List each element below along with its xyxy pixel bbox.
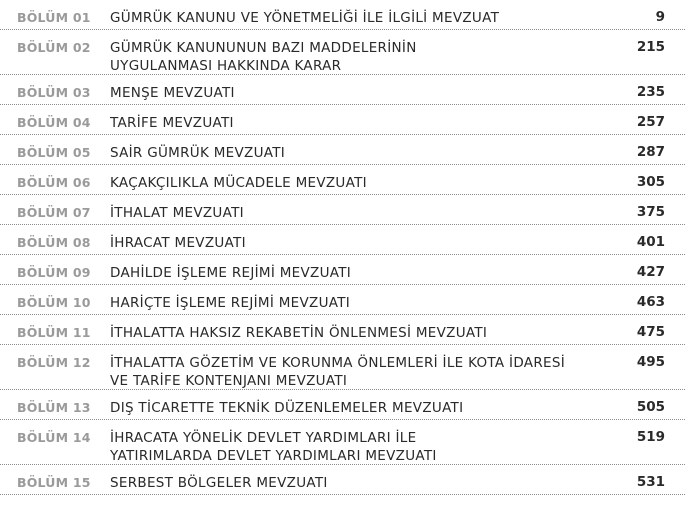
page-number: 401 xyxy=(636,234,665,250)
page-number: 531 xyxy=(636,474,665,490)
section-title-line: YATIRIMLARDA DEVLET YARDIMLARI MEVZUATI xyxy=(110,448,437,464)
toc-entry[interactable] xyxy=(0,165,685,195)
section-number: BÖLÜM 11 xyxy=(17,325,91,340)
section-title xyxy=(110,144,285,162)
section-title xyxy=(110,324,487,342)
section-number: BÖLÜM 04 xyxy=(17,115,91,130)
page-number: 463 xyxy=(636,294,665,310)
section-title-line: DIŞ TİCARETTE TEKNİK DÜZENLEMELER MEVZUATI xyxy=(110,400,464,416)
section-title xyxy=(110,354,565,390)
section-title xyxy=(110,174,367,192)
toc-entry[interactable] xyxy=(0,390,685,420)
toc-entry[interactable] xyxy=(0,345,685,390)
section-title-line: GÜMRÜK KANUNU VE YÖNETMELİĞİ İLE İLGİLİ MEVZUAT xyxy=(110,10,500,26)
toc-entry[interactable] xyxy=(0,465,685,495)
section-title-line: İHRACAT MEVZUATI xyxy=(110,235,246,251)
section-title-line: İTHALATTA GÖZETİM VE KORUNMA ÖNLEMLERİ İLE KOTA İDARESİ xyxy=(110,355,565,371)
toc-entry[interactable] xyxy=(0,255,685,285)
page-number: 305 xyxy=(636,174,665,190)
toc-entry[interactable] xyxy=(0,105,685,135)
section-title-line: MENŞE MEVZUATI xyxy=(110,85,235,101)
section-number: BÖLÜM 06 xyxy=(17,175,91,190)
section-number: BÖLÜM 12 xyxy=(17,355,91,370)
section-title-line: DAHİLDE İŞLEME REJİMİ MEVZUATI xyxy=(110,265,352,281)
section-title-line: İTHALAT MEVZUATI xyxy=(110,205,244,221)
section-number: BÖLÜM 15 xyxy=(17,475,91,490)
section-title xyxy=(110,234,246,252)
toc-entry[interactable] xyxy=(0,315,685,345)
page-number: 9 xyxy=(655,9,665,25)
section-title xyxy=(110,264,351,282)
toc-entry[interactable] xyxy=(0,420,685,465)
section-title-line: TARİFE MEVZUATI xyxy=(110,115,234,131)
toc-entry[interactable] xyxy=(0,0,685,30)
toc-entry[interactable] xyxy=(0,75,685,105)
page-number: 495 xyxy=(636,354,665,370)
section-number: BÖLÜM 05 xyxy=(17,145,91,160)
section-title-line: İTHALATTA HAKSIZ REKABETİN ÖNLENMESİ MEVZUATI xyxy=(110,325,488,341)
page-number: 287 xyxy=(636,144,665,160)
section-title xyxy=(110,429,437,465)
section-title-line: UYGULANMASI HAKKINDA KARAR xyxy=(110,58,342,74)
page-number: 257 xyxy=(636,114,665,130)
toc-entry[interactable] xyxy=(0,225,685,255)
section-title xyxy=(110,9,499,27)
section-title-line: HARİÇTE İŞLEME REJİMİ MEVZUATI xyxy=(110,295,351,311)
section-title xyxy=(110,204,244,222)
section-title xyxy=(110,39,417,75)
toc-entry[interactable] xyxy=(0,285,685,315)
section-title-line: İHRACATA YÖNELİK DEVLET YARDIMLARI İLE xyxy=(110,430,417,446)
section-number: BÖLÜM 10 xyxy=(17,295,91,310)
section-number: BÖLÜM 14 xyxy=(17,430,91,445)
page-number: 519 xyxy=(636,429,665,445)
section-number: BÖLÜM 09 xyxy=(17,265,91,280)
section-number: BÖLÜM 13 xyxy=(17,400,91,415)
toc-entry[interactable] xyxy=(0,135,685,165)
section-title-line: SERBEST BÖLGELER MEVZUATI xyxy=(110,475,328,491)
section-title-line: KAÇAKÇILIKLA MÜCADELE MEVZUATI xyxy=(110,175,367,191)
section-title xyxy=(110,114,234,132)
page-number: 235 xyxy=(636,84,665,100)
section-title-line: SAİR GÜMRÜK MEVZUATI xyxy=(110,145,286,161)
toc-entry[interactable] xyxy=(0,195,685,225)
section-title xyxy=(110,399,463,417)
section-number: BÖLÜM 01 xyxy=(17,10,91,25)
page-number: 427 xyxy=(636,264,665,280)
section-number: BÖLÜM 08 xyxy=(17,235,91,250)
section-number: BÖLÜM 02 xyxy=(17,40,91,55)
section-title xyxy=(110,84,235,102)
section-title xyxy=(110,294,350,312)
section-number: BÖLÜM 03 xyxy=(17,85,91,100)
section-number: BÖLÜM 07 xyxy=(17,205,91,220)
toc-entry[interactable] xyxy=(0,30,685,75)
page-number: 505 xyxy=(636,399,665,415)
page-number: 215 xyxy=(636,39,665,55)
page-number: 375 xyxy=(636,204,665,220)
section-title-line: VE TARİFE KONTENJANI MEVZUATI xyxy=(110,373,348,389)
section-title xyxy=(110,474,328,492)
page-number: 475 xyxy=(636,324,665,340)
section-title-line: GÜMRÜK KANUNUNUN BAZI MADDELERİNİN xyxy=(110,40,417,56)
